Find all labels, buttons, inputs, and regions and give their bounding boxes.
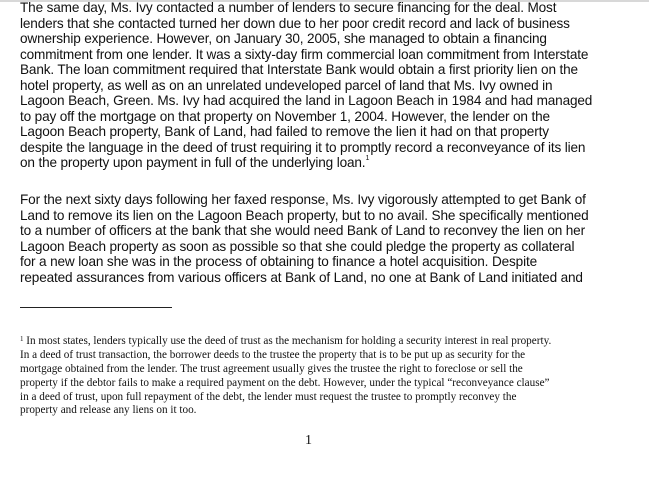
paragraph-1	[20, 0, 592, 171]
footnote-line	[20, 335, 551, 349]
footnote-reference[interactable]: 1	[365, 155, 370, 162]
footnote-number: 1	[20, 335, 24, 343]
footnote-text: In most states, lenders typically use the deed of trust as the mechanism for holding a security interest in real property.	[23, 335, 552, 347]
text-line: For the next sixty days following her faxed response, Ms. Ivy vigorously attempted to get Bank of	[20, 192, 586, 207]
page-number: 1	[305, 433, 312, 448]
footnote-line: mortgage obtained from the lender. The trust agreement usually gives the trustee the right to foreclose or sell the	[20, 362, 523, 375]
text-line: ownership experience. However, on January 30, 2005, she managed to obtain a financing	[20, 31, 547, 46]
footnote-separator	[20, 307, 172, 308]
text-line: Lagoon Beach property, Bank of Land, had failed to remove the lien it had on that property	[20, 124, 549, 139]
text-line-content: on the property upon payment in full of the underlying loan.	[20, 155, 366, 170]
paragraph-2	[20, 192, 589, 285]
text-line: to a number of officers at the bank that she would need Bank of Land to reconvey the lien on her	[20, 223, 585, 238]
footnote-line: property and release any liens on it too.	[20, 404, 197, 417]
text-line: Lagoon Beach, Green. Ms. Ivy had acquired the land in Lagoon Beach in 1984 and had managed	[20, 93, 593, 108]
text-line: for a new loan she was in the process of obtaining to finance a hotel acquisition. Despite	[20, 254, 537, 269]
footnote-1	[20, 335, 551, 418]
text-line: commitment from one lender. It was a sixty-day firm commercial loan commitment from Interstate	[20, 46, 589, 62]
text-line: Land to remove its lien on the Lagoon Beach property, but to no avail. She specifically mentioned	[20, 207, 589, 223]
text-line: Lagoon Beach property as soon as possible so that she could pledge the property as collateral	[20, 238, 575, 254]
text-line: Bank. The loan commitment required that Interstate Bank would obtain a first priority lien on the	[20, 62, 578, 77]
text-line: repeated assurances from various officers at Bank of Land, no one at Bank of Land initiated and	[20, 269, 583, 285]
text-line: lenders that she contacted turned her down due to her poor credit record and lack of business	[20, 15, 570, 31]
text-line: The same day, Ms. Ivy contacted a number of lenders to secure financing for the deal. Most	[20, 0, 557, 15]
footnote-line: in a deed of trust, upon full repayment of the debt, the lender must request the trustee to promptly reconvey the	[20, 390, 517, 403]
text-line: despite the language in the deed of trust requiring it to promptly record a reconveyance of its lien	[20, 139, 586, 155]
text-line	[20, 155, 592, 171]
text-line: hotel property, as well as on an unrelated undeveloped parcel of land that Ms. Ivy owned in	[20, 77, 553, 93]
footnote-line: property if the debtor fails to make a required payment on the debt. However, under the typical “reconveyance clause”	[20, 376, 550, 389]
text-line: to pay off the mortgage on that property on November 1, 2004. However, the lender on the	[20, 108, 550, 124]
footnote-line: In a deed of trust transaction, the borrower deeds to the trustee the property that is to be put up as security for the	[20, 348, 526, 361]
